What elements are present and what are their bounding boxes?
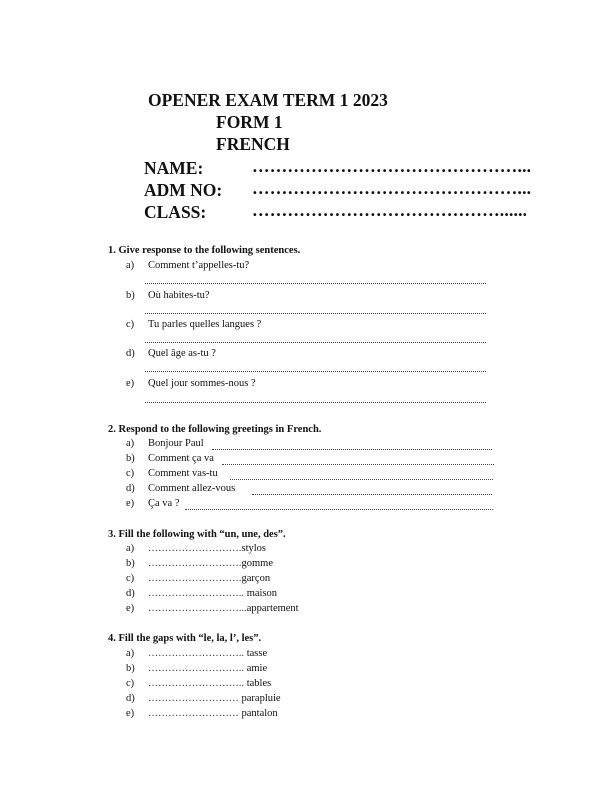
adm-no-label: ADM NO: xyxy=(144,180,223,200)
item-label: a) xyxy=(126,543,135,554)
item-text: Quel âge as-tu ? xyxy=(148,348,216,359)
subject-label: FRENCH xyxy=(216,134,290,154)
blank[interactable]: ………………………. xyxy=(148,573,242,584)
q4-item-b xyxy=(126,663,267,674)
item-label: b) xyxy=(126,663,135,674)
blank[interactable]: ………………………... xyxy=(148,603,247,614)
name-field[interactable]: ………………………………………... xyxy=(252,156,532,176)
q2-item-d xyxy=(126,483,235,494)
item-text: Ça va ? xyxy=(148,498,180,509)
blank[interactable]: ………………………. xyxy=(148,543,242,554)
q3-item-d xyxy=(126,588,277,599)
item-text: tables xyxy=(246,678,272,689)
q4-item-d xyxy=(126,693,281,704)
item-text: Comment t’appelles-tu? xyxy=(148,260,250,271)
item-label: d) xyxy=(126,483,135,494)
q1-answer-line-a[interactable] xyxy=(145,283,486,284)
item-label: b) xyxy=(126,453,135,464)
q1-item-a xyxy=(126,260,249,271)
q2-answer-line-b[interactable] xyxy=(222,464,494,465)
q4-item-e xyxy=(126,708,278,719)
item-text: Tu parles quelles langues ? xyxy=(148,319,262,330)
item-label: d) xyxy=(126,693,135,704)
q2-answer-line-e[interactable] xyxy=(185,509,493,510)
q1-item-e xyxy=(126,378,256,389)
item-text: Comment vas-tu xyxy=(148,468,218,479)
item-label: c) xyxy=(126,319,135,330)
q1-item-d xyxy=(126,348,216,359)
item-text: maison xyxy=(246,588,278,599)
item-label: a) xyxy=(126,260,135,271)
item-text: pantalon xyxy=(241,708,278,719)
q2-answer-line-d[interactable] xyxy=(252,494,492,495)
item-label: a) xyxy=(126,438,135,449)
q2-item-a xyxy=(126,438,204,449)
q3-item-a xyxy=(126,543,266,554)
question-3-title: 3. Fill the following with “un, une, des”. xyxy=(108,529,286,540)
item-text: garçon xyxy=(241,573,271,584)
question-4-title: 4. Fill the gaps with “le, la, l’, les”. xyxy=(108,633,262,644)
blank[interactable]: ……………………….. xyxy=(148,648,247,659)
form-label: FORM 1 xyxy=(216,112,283,132)
item-label: e) xyxy=(126,603,135,614)
item-label: c) xyxy=(126,573,135,584)
class-field[interactable]: ……………………………………...... xyxy=(252,200,528,220)
blank[interactable]: ……………………… xyxy=(148,708,242,719)
q1-answer-line-d[interactable] xyxy=(145,371,486,372)
item-text: Quel jour sommes-nous ? xyxy=(148,378,256,389)
q1-item-b xyxy=(126,290,210,301)
q2-item-b xyxy=(126,453,214,464)
q1-answer-line-c[interactable] xyxy=(145,342,486,343)
q4-item-c xyxy=(126,678,271,689)
item-label: c) xyxy=(126,468,135,479)
item-text: Comment allez-vous xyxy=(148,483,236,494)
item-label: b) xyxy=(126,558,135,569)
item-label: e) xyxy=(126,708,135,719)
q1-item-c xyxy=(126,319,261,330)
item-text: appartement xyxy=(246,603,299,614)
q2-answer-line-a[interactable] xyxy=(212,449,492,450)
q3-item-b xyxy=(126,558,273,569)
blank[interactable]: ……………………….. xyxy=(148,663,247,674)
q2-answer-line-c[interactable] xyxy=(230,479,493,480)
q3-item-c xyxy=(126,573,270,584)
question-2-title: 2. Respond to the following greetings in French. xyxy=(108,424,322,435)
q2-item-e xyxy=(126,498,180,509)
item-text: parapluie xyxy=(241,693,281,704)
q1-answer-line-e[interactable] xyxy=(145,402,486,403)
blank[interactable]: ………………………. xyxy=(148,558,242,569)
item-text: tasse xyxy=(246,648,268,659)
item-label: b) xyxy=(126,290,135,301)
item-text: stylos xyxy=(241,543,267,554)
item-label: c) xyxy=(126,678,135,689)
class-label: CLASS: xyxy=(144,202,207,222)
blank[interactable]: ……………………….. xyxy=(148,678,247,689)
item-label: e) xyxy=(126,498,135,509)
exam-title: OPENER EXAM TERM 1 2023 xyxy=(148,90,388,110)
blank[interactable]: ……………………… xyxy=(148,693,242,704)
item-label: e) xyxy=(126,378,135,389)
blank[interactable]: ……………………….. xyxy=(148,588,247,599)
item-label: a) xyxy=(126,648,135,659)
name-label: NAME: xyxy=(144,158,204,178)
item-text: Comment ça va xyxy=(148,453,214,464)
question-1-title: 1. Give response to the following sentences. xyxy=(108,245,301,256)
q3-item-e xyxy=(126,603,299,614)
item-text: amie xyxy=(246,663,268,674)
adm-no-field[interactable]: ………………………………………... xyxy=(252,178,532,198)
item-text: Bonjour Paul xyxy=(148,438,204,449)
q1-answer-line-b[interactable] xyxy=(145,313,486,314)
q4-item-a xyxy=(126,648,267,659)
item-text: Où habites-tu? xyxy=(148,290,210,301)
item-label: d) xyxy=(126,348,135,359)
q2-item-c xyxy=(126,468,218,479)
item-text: gomme xyxy=(241,558,273,569)
item-label: d) xyxy=(126,588,135,599)
